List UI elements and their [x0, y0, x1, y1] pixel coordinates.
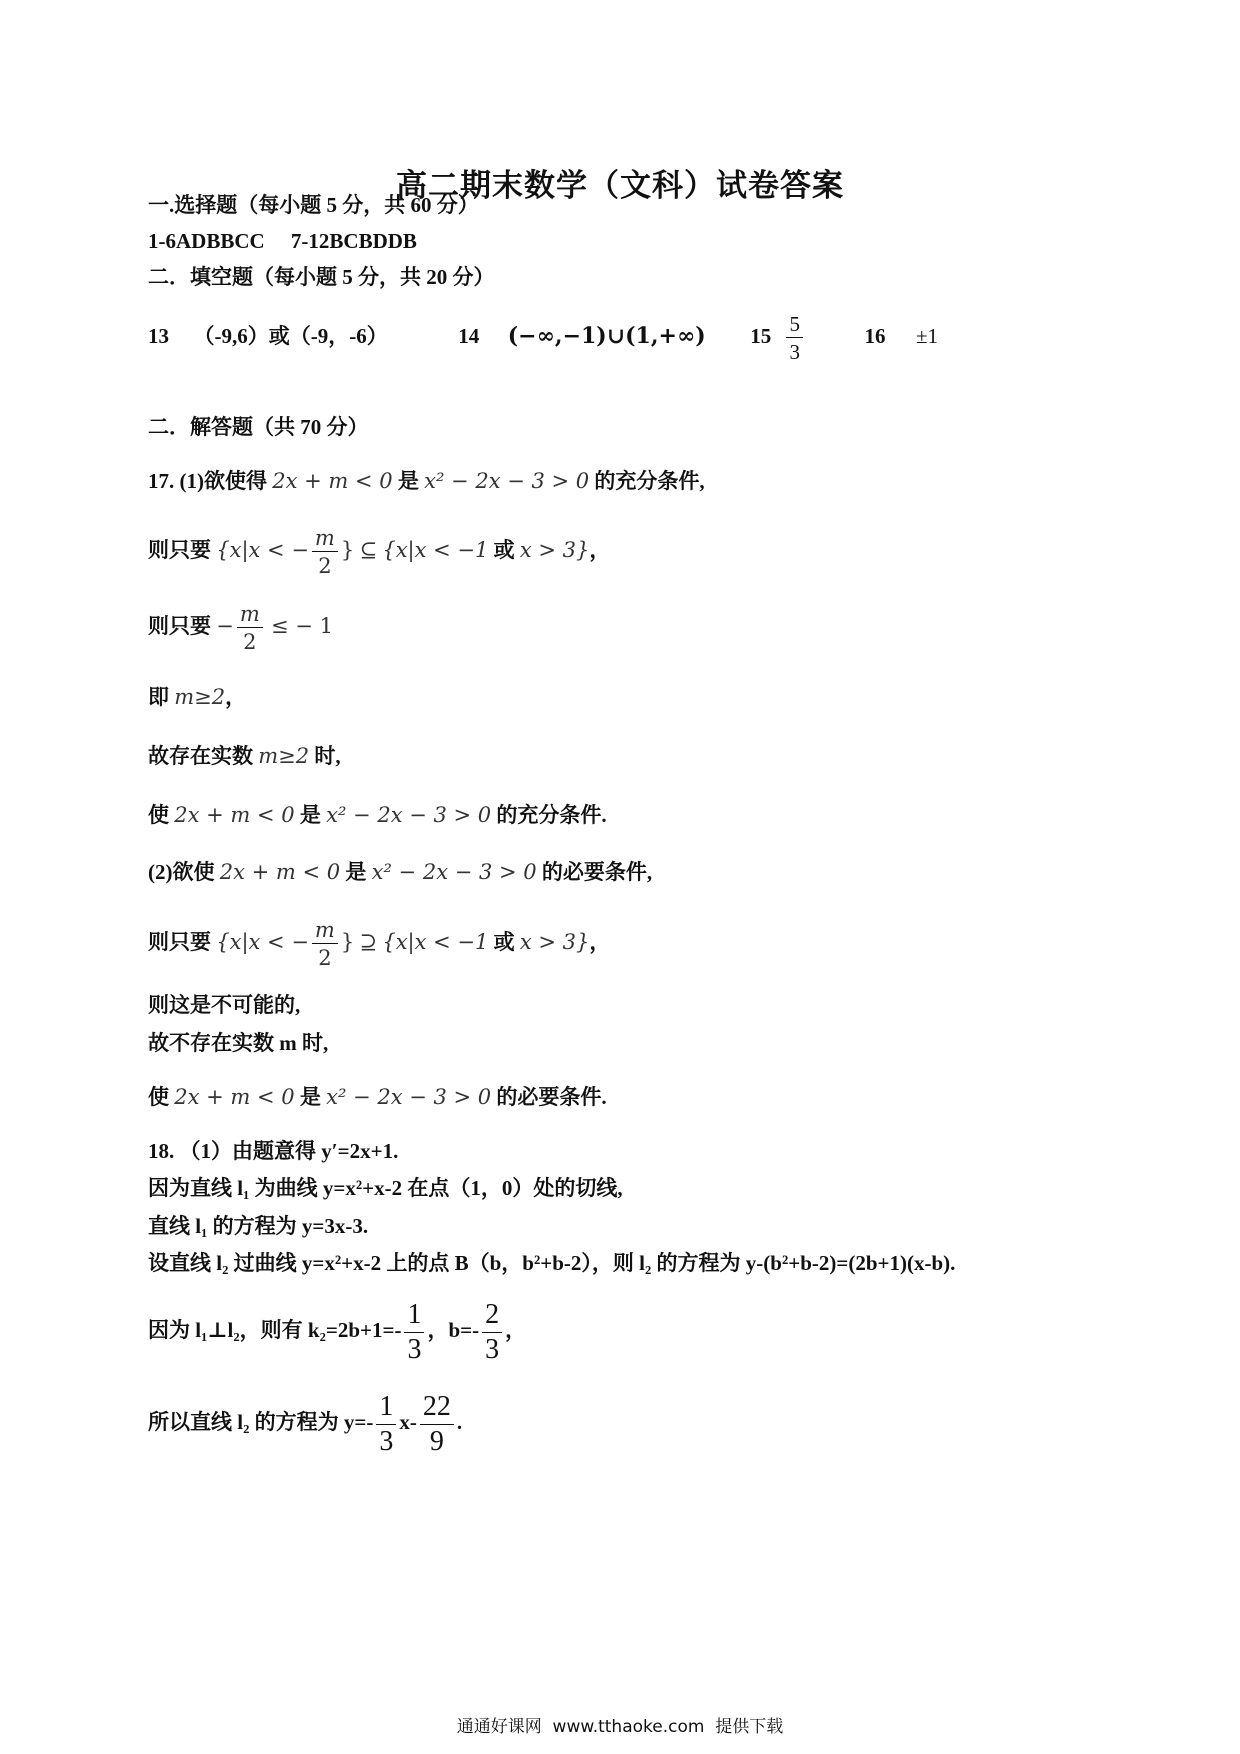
q14-answer: (−∞,−1)∪(1,+∞) — [507, 323, 706, 349]
condition-p: 2x + m < 0 — [174, 1085, 295, 1109]
fraction-numerator: 1 — [404, 1298, 424, 1333]
fraction-numerator: m — [237, 601, 263, 628]
word-is: 是 — [345, 860, 367, 884]
then-require: 则只要 — [148, 614, 211, 638]
condition-q: x² − 2x − 3 > 0 — [371, 860, 537, 884]
fraction-two-thirds — [482, 1298, 502, 1367]
condition-p: 2x + m < 0 — [219, 860, 341, 884]
then-require: 则只要 — [148, 538, 211, 562]
fraction-denominator: 3 — [407, 1333, 422, 1365]
b-equals: ，b=- — [427, 1318, 480, 1342]
word-or: 或 — [493, 538, 515, 562]
necessary-text: 的必要条件, — [541, 860, 653, 884]
q17-line5 — [148, 741, 341, 771]
word-or: 或 — [493, 930, 515, 954]
fraction-one-third — [404, 1298, 424, 1367]
q14-number: 14 — [458, 324, 480, 348]
q15-numerator: 5 — [786, 311, 803, 338]
q13-answer: （-9,6）或（-9，-6） — [193, 324, 388, 348]
q17-line1 — [148, 466, 705, 496]
fraction-numerator: m — [312, 525, 338, 552]
part2-intro: (2)欲使 — [148, 860, 215, 884]
condition-q: x² − 2x − 3 > 0 — [326, 803, 492, 827]
inequality: ≤ − 1 — [271, 614, 333, 638]
when-text: 时, — [314, 744, 341, 768]
q17-line6 — [148, 800, 607, 830]
subset-symbol: ⊆ — [359, 538, 378, 562]
set-left-start: {x|x < − — [216, 538, 309, 562]
q17-line9: 则这是不可能的, — [148, 993, 301, 1017]
condition-p: 2x + m < 0 — [174, 803, 295, 827]
q16-number: 16 — [864, 324, 886, 348]
q13-number: 13 — [148, 324, 169, 348]
m-over-2-fraction — [312, 917, 338, 972]
q18-line2: 因为直线 l₁ 为曲线 y=x²+x-2 在点（1，0）处的切线, — [148, 1176, 623, 1200]
fraction-one-third — [376, 1390, 396, 1459]
fraction-numerator: 22 — [420, 1390, 454, 1425]
set-right-end: x > 3} — [519, 538, 590, 562]
minus-sign: − — [216, 614, 234, 638]
comma: ， — [589, 538, 611, 562]
set-right-start: {x|x < −1 — [382, 538, 489, 562]
q17-line10: 故不存在实数 m 时, — [148, 1031, 329, 1055]
q17-line7 — [148, 857, 652, 887]
m-inequality: m≥2 — [174, 685, 226, 709]
choice-answers: 1-6ADBBCC 7-12BCBDDB — [148, 229, 417, 253]
that-is: 即 — [148, 685, 169, 709]
footer-source: 通通好课网 www.tthaoke.com 提供下载 — [456, 1717, 784, 1737]
m-over-2-fraction — [312, 525, 338, 580]
q17-intro: 17. (1)欲使得 — [148, 469, 267, 493]
q15-number: 15 — [750, 324, 772, 348]
m-inequality: m≥2 — [258, 744, 310, 768]
comma: ， — [589, 930, 611, 954]
q17-line11 — [148, 1082, 607, 1112]
superset-symbol: ⊇ — [359, 930, 378, 954]
q16-answer: ±1 — [915, 324, 938, 348]
set-left-end: } — [340, 930, 355, 954]
fill-blank-answers — [148, 306, 938, 366]
section1-heading: 一.选择题（每小题 5 分，共 60 分） — [148, 193, 479, 217]
condition-q: x² − 2x − 3 > 0 — [326, 1085, 492, 1109]
fraction-denominator: 2 — [318, 553, 332, 578]
q17-line3 — [148, 594, 333, 658]
fraction-denominator: 3 — [379, 1425, 394, 1457]
q18-line6 — [148, 1382, 462, 1462]
period: . — [456, 1410, 463, 1434]
fraction-denominator: 3 — [485, 1333, 500, 1365]
q17-line2 — [148, 518, 610, 582]
m-over-2-fraction — [237, 601, 263, 656]
q18-line3: 直线 l₁ 的方程为 y=3x-3. — [148, 1214, 369, 1238]
fraction-denominator: 9 — [429, 1425, 444, 1457]
q18-line5 — [148, 1290, 526, 1370]
q17-line4 — [148, 682, 246, 712]
line-equation-text: 所以直线 l₂ 的方程为 y=- — [148, 1410, 374, 1434]
condition-p: 2x + m < 0 — [272, 469, 393, 493]
fraction-numerator: m — [312, 917, 338, 944]
fraction-numerator: 2 — [482, 1298, 502, 1333]
fraction-denominator: 2 — [243, 629, 257, 654]
make-text: 使 — [148, 1085, 169, 1109]
fraction-denominator: 2 — [318, 945, 332, 970]
q15-fraction — [786, 311, 803, 366]
comma: ， — [505, 1318, 527, 1342]
make-text: 使 — [148, 803, 169, 827]
set-left-start: {x|x < − — [216, 930, 309, 954]
set-right-end: x > 3} — [519, 930, 590, 954]
then-require: 则只要 — [148, 930, 211, 954]
exists-text: 故存在实数 — [148, 744, 253, 768]
condition-q: x² − 2x − 3 > 0 — [424, 469, 590, 493]
set-right-start: {x|x < −1 — [382, 930, 489, 954]
q18-line1: 18. （1）由题意得 y′=2x+1. — [148, 1139, 399, 1163]
section2-heading: 二．填空题（每小题 5 分，共 20 分） — [148, 265, 495, 289]
sufficient-conclusion: 的充分条件. — [496, 803, 607, 827]
x-minus: x- — [399, 1410, 417, 1434]
word-is: 是 — [299, 1085, 321, 1109]
fraction-22-ninths — [420, 1390, 454, 1459]
perpendicular-text: 因为 l₁⊥l₂，则有 k₂=2b+1=- — [148, 1318, 402, 1342]
word-is: 是 — [299, 803, 321, 827]
page-title: 高二期末数学（文科）试卷答案 — [396, 168, 844, 204]
q17-sufficient-text: 的充分条件, — [594, 469, 705, 493]
section3-heading: 二．解答题（共 70 分） — [148, 415, 369, 439]
word-is: 是 — [397, 469, 419, 493]
necessary-conclusion: 的必要条件. — [496, 1085, 607, 1109]
q17-line8 — [148, 910, 610, 974]
comma: ， — [225, 685, 247, 709]
fraction-numerator: 1 — [376, 1390, 396, 1425]
set-left-end: } — [340, 538, 355, 562]
q15-denominator: 3 — [789, 339, 800, 364]
q18-line4: 设直线 l₂ 过曲线 y=x²+x-2 上的点 B（b，b²+b-2），则 l₂ 的方程为 y-(b²+b-2)=(2b+1)(x-b). — [148, 1251, 956, 1275]
